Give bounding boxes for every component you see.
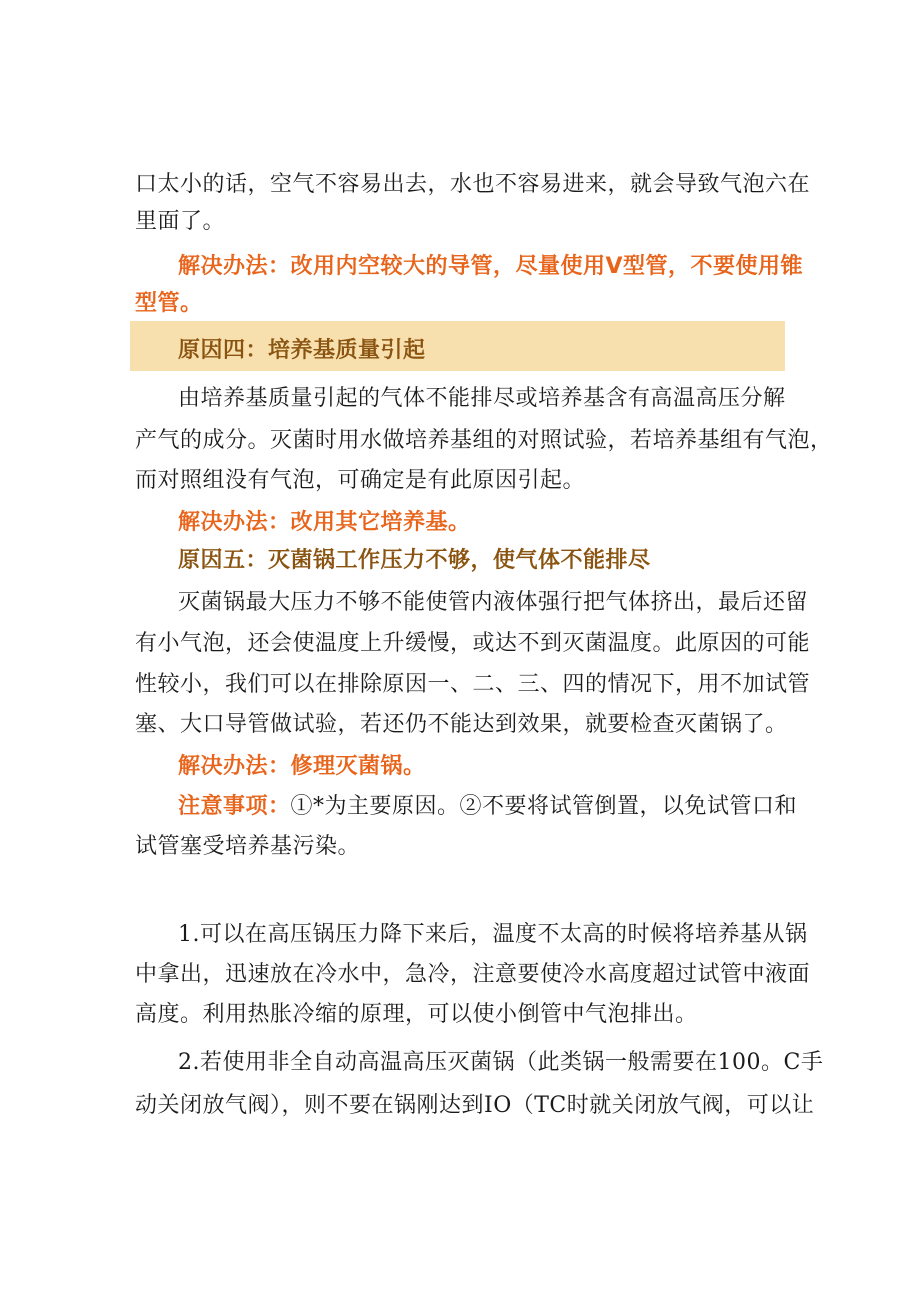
solution-line: 解决办法：改用内空较大的导管，尽量使用V型管，不要使用锥	[178, 254, 804, 279]
paragraph-line: 口太小的话，空气不容易出去，水也不容易进来，就会导致气泡六在	[135, 172, 811, 197]
paragraph-line: 试管塞受培养基污染。	[135, 834, 361, 859]
paragraph-line: 性较小，我们可以在排除原因一、二、三、四的情况下，用不加试管	[135, 672, 811, 697]
paragraph-line: 灭菌锅最大压力不够不能使管内液体强行把气体挤出，最后还留	[178, 590, 809, 615]
paragraph-line: 由培养基质量引起的气体不能排尽或培养基含有高温高压分解	[178, 386, 786, 411]
paragraph-line: 2.若使用非全自动高温高压灭菌锅（此类锅一般需要在100。C手	[178, 1050, 824, 1075]
paragraph-line: 塞、大口导管做试验，若还仍不能达到效果，就要检查灭菌锅了。	[135, 712, 788, 737]
paragraph-line: 1.可以在高压锅压力降下来后，温度不太高的时候将培养基从锅	[178, 922, 808, 947]
paragraph-line: 产气的成分。灭菌时用水做培养基组的对照试验，若培养基组有气泡，	[135, 428, 833, 453]
solution-line: 解决办法：修理灭菌锅。	[178, 754, 426, 779]
paragraph-line: 中拿出，迅速放在冷水中，急冷，注意要使冷水高度超过试管中液面	[135, 962, 811, 987]
paragraph-line: 高度。利用热胀冷缩的原理，可以使小倒管中气泡排出。	[135, 1002, 698, 1027]
notes-label: 注意事项：	[178, 794, 291, 819]
solution-line: 解决办法：改用其它培养基。	[178, 510, 471, 535]
notes-line	[178, 792, 828, 822]
paragraph-line: 动关闭放气阀），则不要在锅刚达到IO（TC时就关闭放气阀，可以让	[135, 1093, 815, 1118]
section-heading-reason-4: 原因四：培养基质量引起	[178, 338, 426, 363]
section-heading-reason-5: 原因五：灭菌锅工作压力不够，使气体不能排尽	[178, 548, 651, 573]
paragraph-line: 有小气泡，还会使温度上升缓慢，或达不到灭菌温度。此原因的可能	[135, 631, 811, 656]
paragraph-line: 里面了。	[135, 209, 226, 234]
notes-text: ①*为主要原因。②不要将试管倒置，以免试管口和	[290, 794, 798, 819]
paragraph-line: 而对照组没有气泡，可确定是有此原因引起。	[135, 468, 586, 493]
solution-line: 型管。	[135, 291, 203, 316]
